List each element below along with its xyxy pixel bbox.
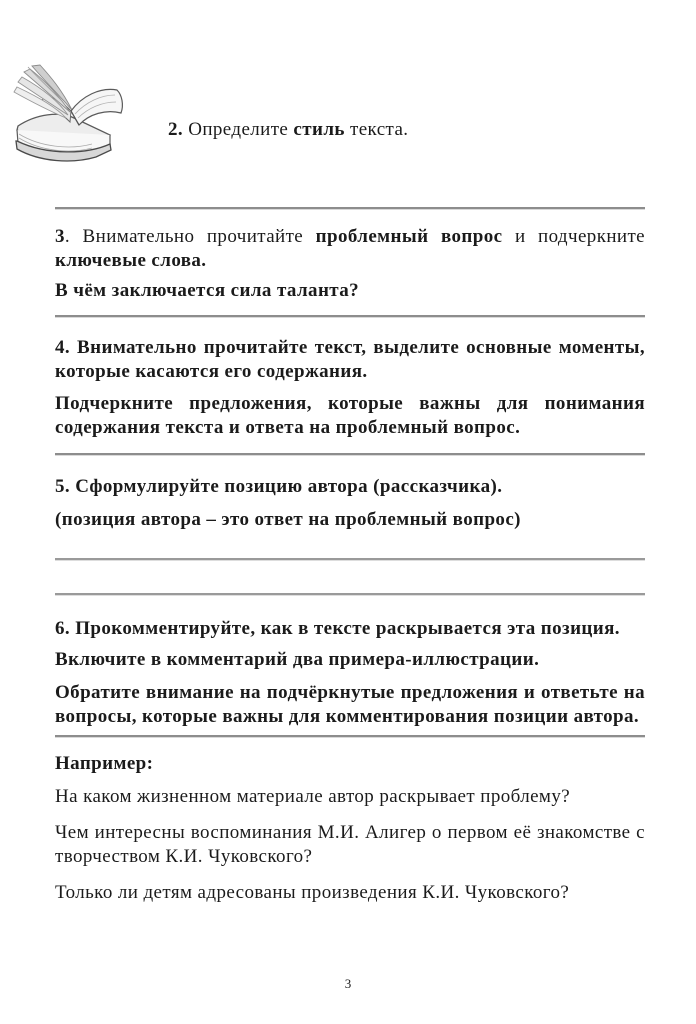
task-2-header — [0, 0, 696, 207]
example-question-1: На каком жизненном материале автор раскрывает проблему? — [55, 786, 571, 807]
task-2-text — [168, 118, 408, 142]
task-2-keyword: стиль — [293, 119, 345, 140]
task-6-section — [0, 595, 696, 735]
example-question-2: Чем интересны воспоминания М.И. Алигер о первом её знакомстве с творчеством К.И. Чуковского? — [55, 822, 645, 867]
task-2-segment: Определите — [183, 119, 294, 140]
task-5-instruction: 5. Сформулируйте позицию автора (рассказчика). — [55, 476, 503, 497]
example-label: Например: — [55, 753, 154, 774]
open-book-icon — [8, 64, 132, 176]
example-question-3: Только ли детям адресованы произведения К.И. Чуковского? — [55, 882, 570, 903]
task-3-section — [0, 209, 696, 315]
task-2-number: 2. — [168, 119, 184, 140]
task-2-segment-end: текста. — [344, 119, 409, 140]
task-3-number: 3 — [55, 226, 65, 247]
answer-line-1 — [55, 558, 645, 560]
task-3-keyword-2: ключевые слова. — [55, 250, 207, 271]
task-6-instruction-3: Обратите внимание на подчёркнутые предложения и ответьте на вопросы, которые важны для комментирования позиции автора. — [55, 682, 645, 727]
open-book-illustration — [8, 64, 132, 176]
task-4-section — [0, 317, 696, 453]
task-6-instruction: 6. Прокомментируйте, как в тексте раскрывается эта позиция. — [55, 618, 620, 639]
task-5-section — [0, 455, 696, 532]
problem-question: В чём заключается сила таланта? — [55, 280, 360, 301]
task-3-keyword-1: проблемный вопрос — [315, 226, 503, 247]
task-3-segment-2: и подчеркните — [502, 226, 645, 247]
page-number: 3 — [344, 976, 352, 991]
example-section — [0, 737, 696, 905]
task-4-instruction: 4. Внимательно прочитайте текст, выделите основные моменты, которые касаются его содержания. — [55, 337, 645, 382]
task-3-instruction — [55, 225, 645, 273]
task-3-segment-1: . Внимательно прочитайте — [64, 226, 316, 247]
task-6-instruction-2: Включите в комментарий два примера-иллюстрации. — [55, 649, 540, 670]
task-5-note: (позиция автора – это ответ на проблемный вопрос) — [55, 509, 521, 530]
task-4-instruction-2: Подчеркните предложения, которые важны для понимания содержания текста и ответа на проблемный вопрос. — [55, 393, 645, 438]
